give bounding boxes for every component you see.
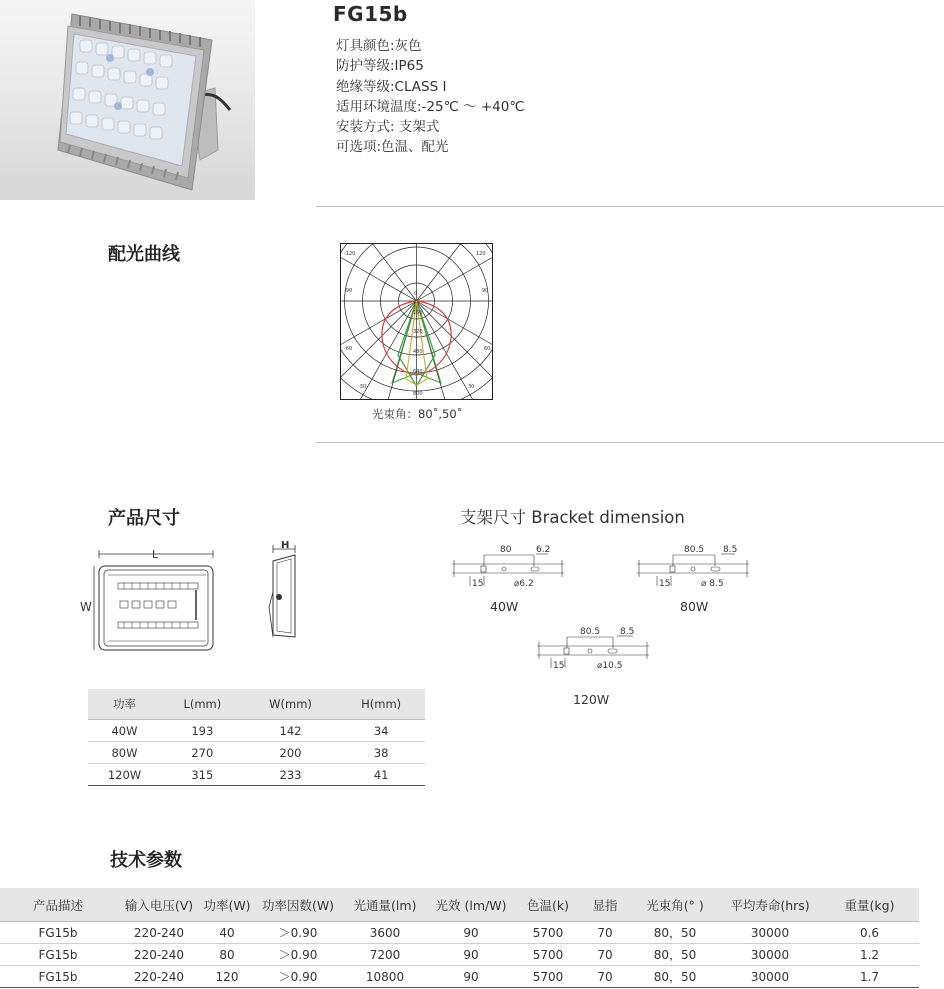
spec-mounting: 安装方式: 支架式 [336,119,440,136]
bracket-heading: 支架尺寸 Bracket dimension [460,508,685,527]
dim-hole: ⌀6.2 [514,579,534,589]
spec-insulation: 绝缘等级:CLASS Ⅰ [336,78,447,95]
table-cell: 40W [88,720,161,742]
table-cell: 270 [161,742,244,764]
table-cell: 30000 [720,944,820,966]
table-cell: 5700 [516,922,580,944]
table-cell: 5700 [516,944,580,966]
dimensions-heading: 产品尺寸 [108,508,180,529]
table-cell: 40 [202,922,252,944]
table-cell: 90 [426,922,516,944]
spec-ip-rating: 防护等级:IP65 [336,58,424,75]
radial-label: 320 [413,329,423,335]
bracket-drawing-120w [537,622,652,672]
radial-label: 160 [413,310,423,316]
table-cell: 80，50 [630,944,720,966]
polar-diagram [340,243,493,400]
table-cell: 220-240 [116,966,202,988]
dim-left: 15 [659,579,671,589]
bracket-label-120w: 120W [573,692,610,707]
column-header: H(mm) [337,689,425,720]
angle-label: -60 [344,346,353,352]
technical-table [0,888,919,988]
table-cell: 120W [88,764,161,786]
dim-top: 80.5 [684,545,705,555]
bracket-label-80w: 80W [680,599,709,614]
front-view-drawing [78,540,223,655]
light-distribution-heading: 配光曲线 [108,244,180,265]
table-row [0,966,919,988]
table-cell: 200 [244,742,338,764]
table-cell: 90 [426,966,516,988]
table-cell: 80，50 [630,922,720,944]
table-row [0,922,919,944]
column-header: 光效 (lm/W) [426,888,516,922]
column-header: 产品描述 [0,888,116,922]
table-cell: 80W [88,742,161,764]
dim-slot: 8.5 [620,627,635,637]
table-cell: FG15b [0,944,116,966]
table-cell: 80 [202,944,252,966]
product-photo [0,0,255,200]
spec-options: 可选项:色温、配光 [336,139,449,156]
beam-angle-caption: 光束角：80˚,50˚ [372,407,463,421]
table-cell: 220-240 [116,922,202,944]
column-header: 平均寿命(hrs) [720,888,820,922]
table-cell: 315 [161,764,244,786]
column-header: 光通量(lm) [344,888,426,922]
length-label: L [152,548,159,561]
table-cell: 10800 [344,966,426,988]
dim-top: 80 [500,545,512,555]
table-cell: 30000 [720,922,820,944]
bracket-drawing-80w [637,540,752,590]
height-label: H [281,540,290,551]
floodlight-image [0,0,255,200]
table-cell: 120 [202,966,252,988]
dimension-table [88,689,425,786]
table-cell: FG15b [0,966,116,988]
spec-color: 灯具颜色:灰色 [336,38,422,54]
table-cell: 1.7 [820,966,919,988]
table-cell: ＞0.90 [252,922,344,944]
spec-temperature: 适用环境温度:-25℃ ～ +40℃ [336,98,525,115]
table-cell: 5700 [516,966,580,988]
angle-label: -90 [344,288,353,294]
dim-left: 15 [472,579,484,589]
table-cell: 220-240 [116,944,202,966]
angle-label: 0 [414,291,418,297]
table-cell: 41 [337,764,425,786]
column-header: 功率因数(W) [252,888,344,922]
dim-left: 15 [553,661,565,671]
column-header: 功率(W) [202,888,252,922]
column-header: 功率 [88,689,161,720]
table-cell: 38 [337,742,425,764]
bracket-drawing-40w [452,540,567,590]
width-label: W [80,600,92,614]
column-header: W(mm) [244,689,338,720]
table-row [88,764,425,786]
table-row [88,742,425,764]
angle-label: 90 [482,288,489,294]
angle-label: 120 [476,251,486,257]
table-cell: 34 [337,720,425,742]
table-cell: 193 [161,720,244,742]
table-cell: 7200 [344,944,426,966]
radial-label: 640 [413,369,423,375]
table-cell: 1.2 [820,944,919,966]
side-view-drawing [265,537,300,647]
table-cell: FG15b [0,922,116,944]
table-row [0,944,919,966]
table-header-row [88,689,425,720]
table-cell: 0.6 [820,922,919,944]
column-header: 重量(kg) [820,888,919,922]
divider [316,442,944,443]
divider [316,206,944,207]
table-cell: 233 [244,764,338,786]
column-header: 色温(k) [516,888,580,922]
table-cell: ＞0.90 [252,944,344,966]
table-header-row [0,888,919,922]
spec-list [336,36,525,158]
table-cell: ＞0.90 [252,966,344,988]
column-header: 输入电压(V) [116,888,202,922]
product-model: FG15b [333,2,408,26]
angle-label: -120 [344,251,356,257]
table-cell: 3600 [344,922,426,944]
dim-top: 80.5 [580,627,601,637]
column-header: 光束角(° ) [630,888,720,922]
table-cell: 80，50 [630,966,720,988]
angle-label: 60 [484,346,491,352]
column-header: 显指 [580,888,630,922]
radial-label: 800 [413,391,423,397]
column-header: L(mm) [161,689,244,720]
bracket-label-40w: 40W [490,599,519,614]
technical-heading: 技术参数 [110,850,182,871]
dim-slot: 6.2 [536,545,551,555]
dim-hole: ⌀10.5 [597,661,623,671]
table-cell: 70 [580,966,630,988]
table-cell: 70 [580,922,630,944]
table-cell: 30000 [720,966,820,988]
radial-label: 480 [413,349,423,355]
table-cell: 70 [580,944,630,966]
table-cell: 142 [244,720,338,742]
dim-slot: 8.5 [723,545,738,555]
angle-label: -30 [358,384,367,390]
dim-hole: ⌀ 8.5 [701,579,724,589]
table-row [88,720,425,742]
angle-label: 30 [468,384,475,390]
table-cell: 90 [426,944,516,966]
